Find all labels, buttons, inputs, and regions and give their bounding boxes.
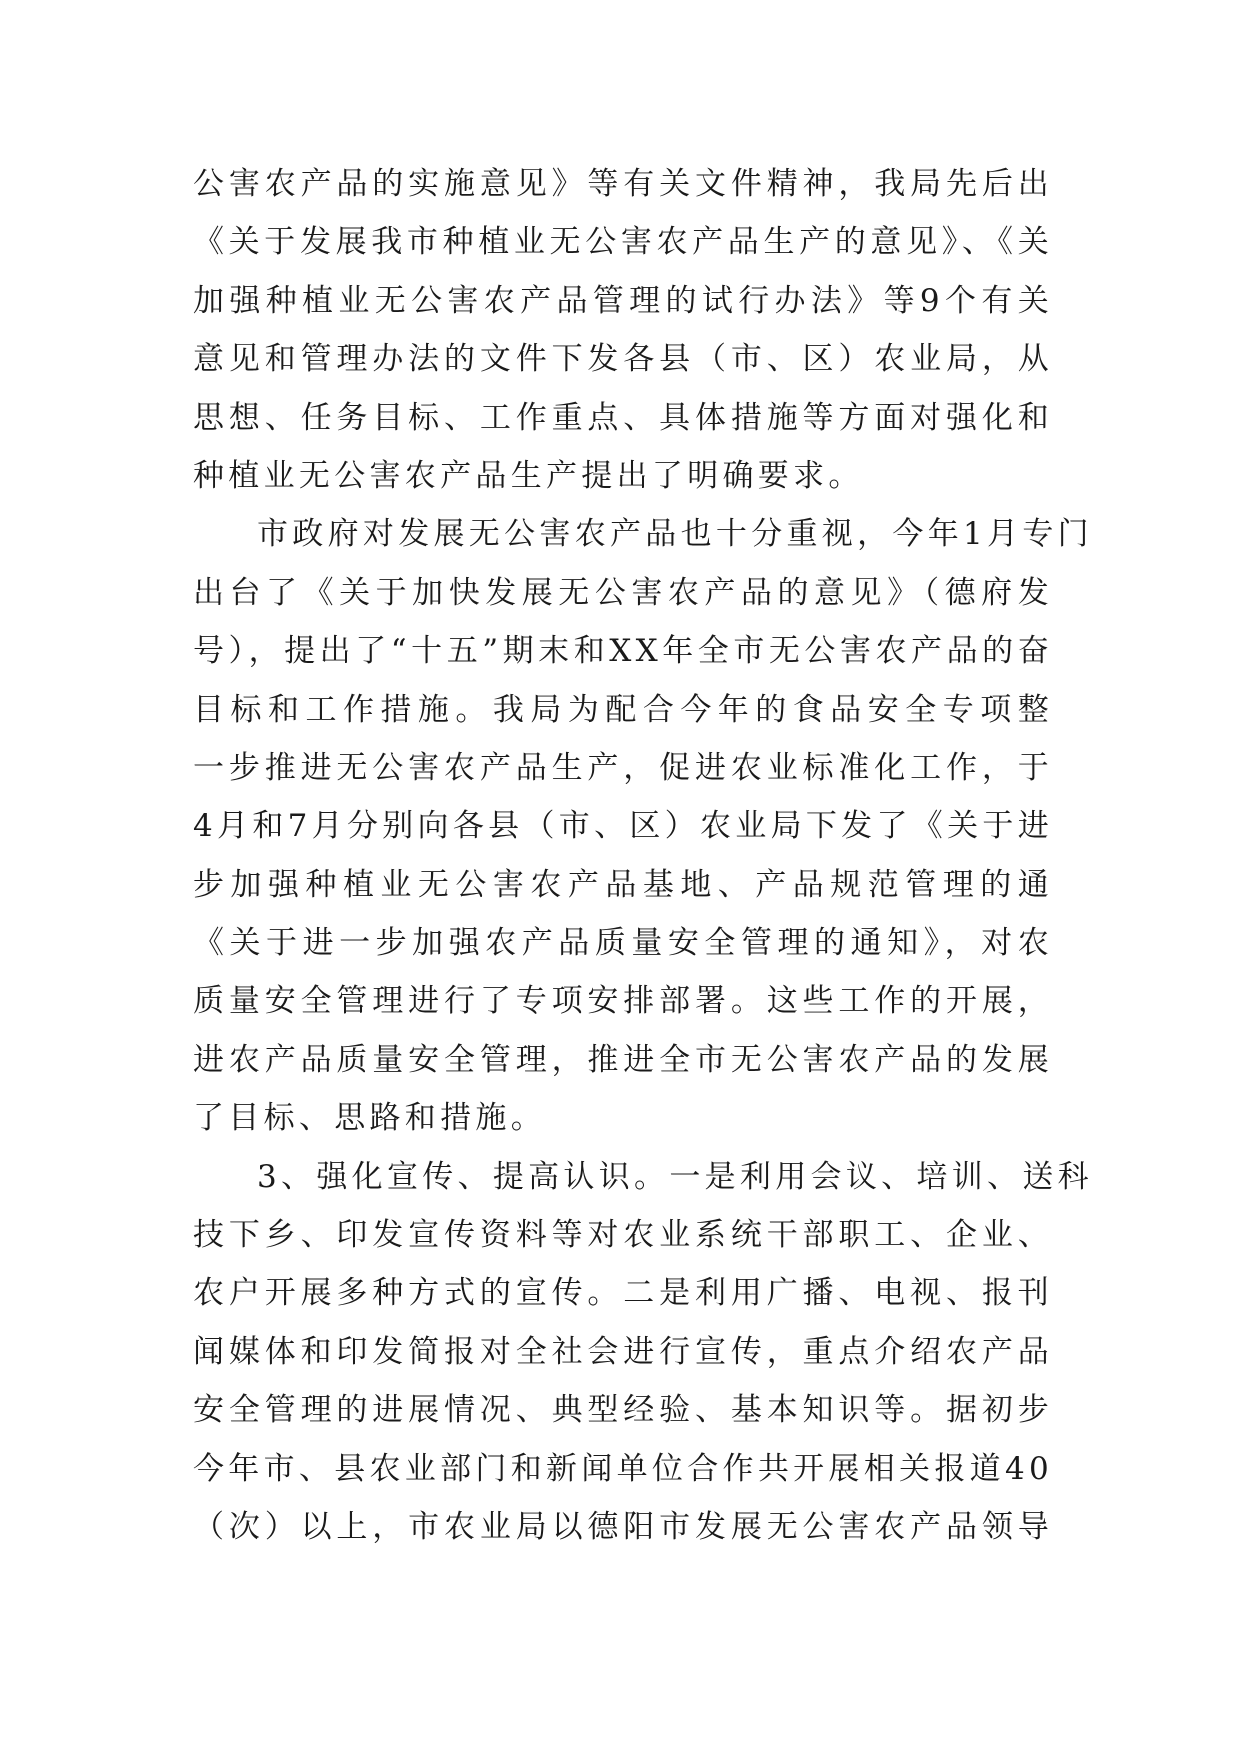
text-line: 思想、任务目标、工作重点、具体措施等方面对强化和 bbox=[193, 399, 1053, 436]
paragraph-start-line: 3、强化宣传、提高认识。一是利用会议、培训、送科 bbox=[257, 1158, 1093, 1195]
text-line: 今年市、县农业部门和新闻单位合作共开展相关报道40 bbox=[193, 1450, 1053, 1487]
text-line: 目标和工作措施。我局为配合今年的食品安全专项整 bbox=[193, 691, 1053, 728]
text-line: 步加强种植业无公害农产品基地、产品规范管理的通 bbox=[193, 866, 1053, 903]
text-line: 质量安全管理进行了专项安排部署。这些工作的开展， bbox=[193, 983, 1053, 1020]
text-line: 进农产品质量安全管理，推进全市无公害农产品的发展 bbox=[193, 1041, 1053, 1078]
text-line: 《关于发展我市种植业无公害农产品生产的意见》、《关 bbox=[193, 224, 1053, 261]
text-line: 意见和管理办法的文件下发各县（市、区）农业局，从 bbox=[193, 341, 1053, 378]
text-line: 农户开展多种方式的宣传。二是利用广播、电视、报刊 bbox=[193, 1275, 1053, 1312]
text-line: 号），提出了“十五”期末和XX年全市无公害农产品的奋 bbox=[193, 633, 1053, 670]
text-line: 公害农产品的实施意见》等有关文件精神，我局先后出 bbox=[193, 166, 1053, 202]
text-line: 闻媒体和印发简报对全社会进行宣传，重点介绍农产品 bbox=[193, 1333, 1053, 1370]
text-line: 一步推进无公害农产品生产，促进农业标准化工作，于 bbox=[193, 749, 1053, 786]
paragraph-start-line: 市政府对发展无公害农产品也十分重视，今年1月专门 bbox=[257, 516, 1093, 553]
text-line: 加强种植业无公害农产品管理的试行办法》等9个有关 bbox=[193, 282, 1053, 319]
text-line: 种植业无公害农产品生产提出了明确要求。 bbox=[193, 457, 864, 494]
document-body bbox=[193, 155, 1093, 1556]
text-line: 出台了《关于加快发展无公害农产品的意见》（德府发 bbox=[193, 574, 1053, 611]
text-line: 4月和7月分别向各县（市、区）农业局下发了《关于进 bbox=[193, 808, 1053, 845]
text-line: 安全管理的进展情况、典型经验、基本知识等。据初步 bbox=[193, 1392, 1053, 1429]
text-line: 技下乡、印发宣传资料等对农业系统干部职工、企业、 bbox=[193, 1217, 1053, 1254]
text-line: 了目标、思路和措施。 bbox=[193, 1100, 546, 1137]
text-line: 《关于进一步加强农产品质量安全管理的通知》，对农 bbox=[193, 925, 1053, 962]
text-line: （次）以上，市农业局以德阳市发展无公害农产品领导 bbox=[193, 1508, 1053, 1545]
